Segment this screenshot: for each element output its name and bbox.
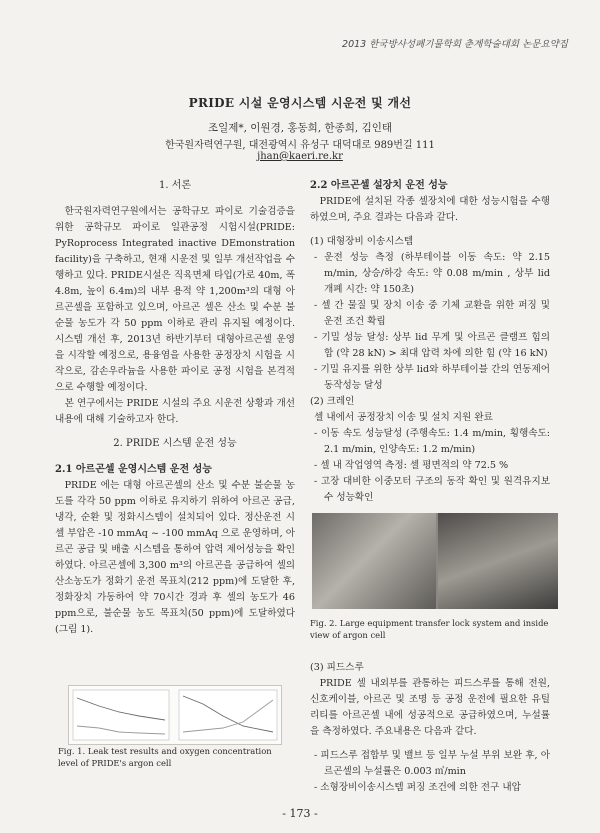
right-column-lower [310, 660, 550, 796]
list-item: - 기밀 성능 달성: 상부 lid 무게 및 아르곤 클램프 힘의 합 (약 28 kN) > 최대 압력 차에 의한 힘 (약 16 kN) [314, 332, 550, 359]
intro-paragraph: 한국원자력연구원에서는 공학규모 파이로 기술검증을 위한 공학규모 파이로 일관공정 시험시설(PRIDE: PyRoprocess Integrated inactive DEmonstration facility)을 구축하고, 현재 시운전 및 일부 개선작업을 수행하고 있다. PRIDE시설은 직육면체 타입(가로 40m, 폭 4.8m, 높이 6.4m)의 내부 용적 약 1,200m³의 대형 아르곤셀을 포함하고 있으며, 아르곤 셀은 산소 및 수분 불순물 농도가 각 50 ppm 이하로 관리 유지될 예정이다. 시스템 개선 후, 2013년 하반기부터 대형아르곤셀 운영을 시작할 예정으로, 용융염을 사용한 공정장치 시험을 시작으로, 감손우라늄을 사용한 파이로 공정 시험을 본격적으로 수행할 예정이다. [55, 206, 295, 393]
subsection-3-heading: (3) 피드스루 [310, 662, 364, 673]
intro-paragraph-2: 본 연구에서는 PRIDE 시설의 주요 시운전 상황과 개선내용에 대해 기술하고자 한다. [55, 398, 295, 425]
section-2-2-paragraph: PRIDE에 설치된 각종 셀장치에 대한 성능시험을 수행하였으며, 주요 결과는 다음과 같다. [310, 196, 550, 223]
list-item: - 피드스루 접합부 및 밸브 등 일부 누설 부위 보완 후, 아르곤셀의 누설률은 0.003 ㎥/min [314, 750, 550, 777]
list-item: - 고장 대비한 이중모터 구조의 동작 확인 및 원격유지보수 성능확인 [314, 476, 550, 503]
subsection-2-heading: (2) 크레인 [310, 396, 355, 407]
conference-header: 2013 한국방사성폐기물학회 춘계학술대회 논문요약집 [342, 39, 568, 50]
list-item: 셀 내에서 공정장치 이송 및 설치 지원 완료 [314, 412, 493, 423]
figure-1-leak-test-plots [68, 685, 282, 745]
figure-2-caption: Fig. 2. Large equipment transfer lock system and inside view of argon cell [310, 618, 549, 640]
authors: 조일제*, 이원경, 홍동희, 한종희, 김인태 [207, 122, 393, 134]
affiliation: 한국원자력연구원, 대전광역시 유성구 대덕대로 989번길 111 [165, 140, 435, 151]
list-item: - 셀 간 물질 및 장치 이송 중 기체 교환을 위한 퍼징 및 운전 조건 확립 [314, 300, 550, 327]
list-item: - 운전 성능 측정 (하부테이블 이동 속도: 약 2.15 m/min, 상승/하강 속도: 약 0.08 m/min , 상부 lid 개폐 시간: 약 150초) [314, 252, 550, 295]
author-email[interactable]: jhan@kaeri.re.kr [257, 151, 343, 162]
paper-title: PRIDE 시설 운영시스템 시운전 및 개선 [188, 96, 412, 110]
figure-1-graphic [69, 686, 281, 744]
right-column [310, 178, 550, 506]
figure-2-argon-cell-photo [438, 513, 558, 609]
page-number: - 173 - [282, 807, 318, 820]
list-item: - 셀 내 작업영역 측정: 셀 평면적의 약 72.5 % [314, 460, 509, 471]
list-item: - 기밀 유지를 위한 상부 lid와 하부테이블 간의 연동제어 동작성능 달성 [314, 364, 550, 391]
subsection-1-heading: (1) 대형장비 이송시스템 [310, 236, 414, 247]
section-2-1-paragraph: PRIDE 에는 대형 아르곤셀의 산소 및 수분 불순물 농도를 각각 50 ppm 이하로 유지하기 위하여 아르곤 공급, 냉각, 순환 및 정화시스템이 설치되어 있다. 정산운전 시 셀 부압은 -10 mmAq ~ -100 mmAq 으로 운영하며, 아르곤 공급 및 배출 시스템을 통하여 압력 제어성능을 확인하였다. 아르곤셀에 3,300 m³의 아르곤을 공급하여 셀의 산소농도가 정화기 운전 목표치(212 ppm)에 도달한 후, 정화장치 가동하여 약 70시간 경과 후 셀의 농도가 46 ppm으로, 불순물 농도 목표치(50 ppm)에 도달하였다(그림 1). [55, 480, 296, 635]
section-introduction-heading: 1. 서론 [158, 180, 192, 191]
section-2-1-heading: 2.1 아르곤셀 운영시스템 운전 성능 [55, 464, 212, 475]
list-item: - 소형장비이송시스템 퍼징 조건에 의한 전구 내압 [314, 782, 521, 793]
section-2-2-heading: 2.2 아르곤셀 설장치 운전 성능 [310, 180, 448, 191]
figure-2-photos [312, 513, 558, 609]
left-column [55, 178, 295, 638]
section-2-heading: 2. PRIDE 시스템 운전 성능 [113, 438, 237, 449]
subsection-3-paragraph: PRIDE 셀 내외부를 관통하는 피드스루를 통해 전원, 신호케이블, 아르곤 및 조명 등 공정 운전에 필요한 유틸리티를 아르곤셀 내에 성공적으로 공급하였으며, 누설률을 측정하였다. 주요내용은 다음과 같다. [310, 678, 550, 737]
figure-1-caption: Fig. 1. Leak test results and oxygen concentration level of PRIDE's argon cell [58, 746, 272, 768]
list-item: - 이동 속도 성능달성 (주행속도: 1.4 m/min, 횡행속도: 2.1 m/min, 인양속도: 1.2 m/min) [314, 428, 550, 455]
figure-2-transfer-lock-photo [312, 513, 436, 609]
